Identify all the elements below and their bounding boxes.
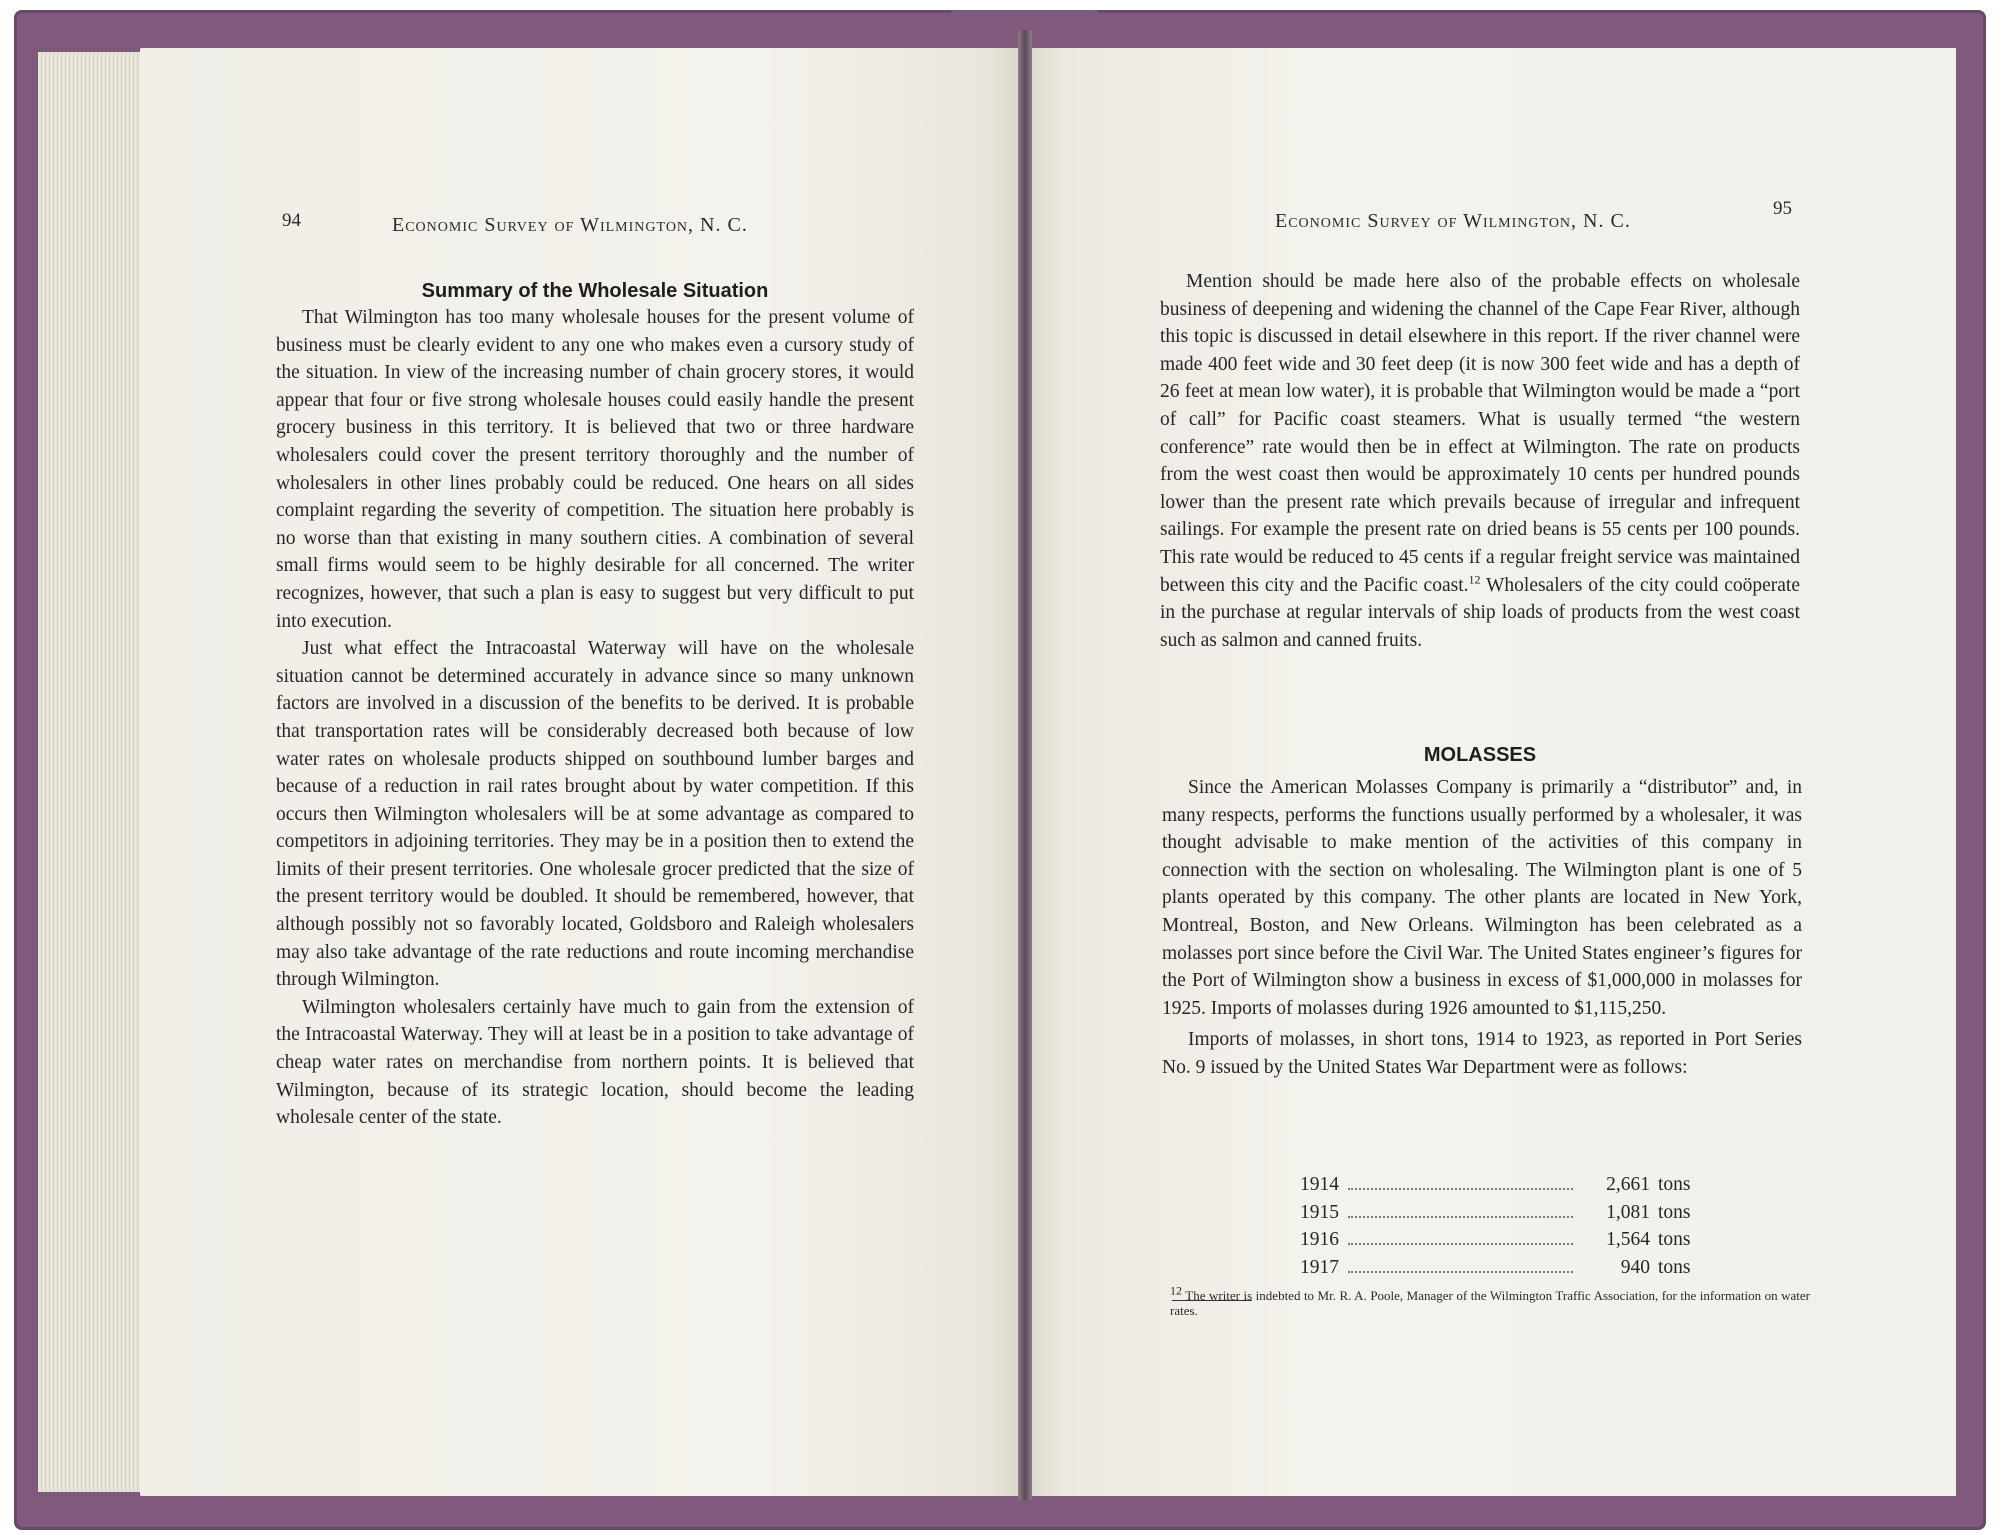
molasses-heading: MOLASSES <box>1423 744 1537 766</box>
table-unit: tons <box>1658 1229 1691 1251</box>
right-paragraph-3: Imports of molasses, in short tons, 1914 to 1923, as reported in Port Series No. 9 issued by the United States War Department were as follows: <box>1162 1029 1802 1078</box>
table-value: 2,661 <box>1606 1174 1650 1195</box>
right-running-head: Economic Survey of Wilmington, N. C. <box>1275 210 1631 232</box>
table-row <box>1300 1202 1718 1230</box>
footnote-number: 12 <box>1170 1283 1182 1298</box>
footnote-text: The writer is indebted to Mr. R. A. Poole, Manager of the Wilmington Traffic Association, for the information on water rates. <box>1170 1288 1810 1318</box>
right-paragraph-2: Since the American Molasses Company is primarily a “distributor” and, in many respects, performs the functions usually performed by a wholesaler, it was thought advisable to make mention of the activities of this company in connection with the section on wholesaling. The Wilmington plant is one of 5 plants operated by this company. The other plants are located in New York, Montreal, Boston, and New Orleans. Wilmington has been celebrated as a molasses port since before the Civil War. The United States engineer’s figures for the Port of Wilmington show a business in excess of $1,000,000 in molasses for 1925. Imports of molasses during 1926 amounted to $1,115,250. <box>1162 777 1802 1019</box>
leader-dots <box>1348 1243 1573 1245</box>
right-paragraph-1-part-b: Wholesalers of the city could coöperate in the purchase at regular intervals of ship loads of products from the west coast such as salmon and canned fruits. <box>1160 574 1800 651</box>
leader-dots <box>1348 1271 1573 1273</box>
right-paragraph-1-part-a: Mention should be made here also of the probable effects on wholesale business of deepening and widening the channel of the Cape Fear River, although this topic is discussed in detail elsewhere in this report. If the river channel were made 400 feet wide and 30 feet deep (it is now 300 feet wide and has a depth of 26 feet at mean low water), it is probable that Wilmington would be made a “port of call” for Pacific coast steamers. What is usually termed “the western conference” rate would then be in effect at Wilmington. The rate on products from the west coast then would be approximately 10 cents per hundred pounds lower than the present rate which prevails because of irregular and infrequent sailings. For example the present rate on dried beans is 55 cents per 100 pounds. This rate would be reduced to 45 cents if a regular freight service was maintained between this city and the Pacific coast. <box>1160 271 1800 596</box>
leader-dots <box>1348 1188 1573 1190</box>
table-value: 1,081 <box>1606 1201 1650 1223</box>
table-unit: tons <box>1658 1174 1691 1195</box>
right-paragraph-1 <box>1160 268 1800 654</box>
molasses-imports-table <box>1300 1174 1718 1284</box>
footnote <box>1170 1283 1810 1318</box>
right-folio: 95 <box>1773 198 1792 219</box>
table-value: 1,564 <box>1606 1229 1650 1251</box>
table-row <box>1300 1257 1718 1285</box>
table-year: 1917 <box>1300 1256 1339 1278</box>
table-row <box>1300 1174 1718 1202</box>
left-folio: 94 <box>282 210 301 231</box>
table-row <box>1300 1229 1718 1257</box>
book-gutter <box>1018 30 1032 1500</box>
right-body-top <box>1160 268 1800 654</box>
table-unit: tons <box>1658 1256 1691 1278</box>
left-running-head: Economic Survey of Wilmington, N. C. <box>392 214 748 236</box>
table-year: 1914 <box>1300 1174 1339 1195</box>
right-body-bottom <box>1162 774 1802 1082</box>
left-section-heading: Summary of the Wholesale Situation <box>421 280 769 302</box>
table-value: 940 <box>1620 1256 1650 1278</box>
leader-dots <box>1348 1216 1573 1218</box>
table-unit: tons <box>1658 1201 1691 1223</box>
left-paragraph-3: Wilmington wholesalers certainly have much to gain from the extension of the Intracoastal Waterway. They will at least be in a position to take advantage of cheap water rates on merchandise from northern points. It is believed that Wilmington, because of its strategic location, should become the leading wholesale center of the state. <box>276 996 914 1129</box>
table-year: 1916 <box>1300 1229 1339 1251</box>
left-body <box>276 304 914 1132</box>
left-paragraph-1: That Wilmington has too many wholesale houses for the present volume of business must be clearly evident to any one who makes even a cursory study of the situation. In view of the increasing number of chain grocery stores, it would appear that four or five strong wholesale houses could easily handle the present grocery business in this territory. It is believed that two or three hardware wholesalers could cover the present territory thoroughly and the number of wholesalers in other lines probably could be reduced. One hears on all sides complaint regarding the severity of competition. The situation here probably is no worse than that existing in many southern cities. A combination of several small firms would seem to be highly desirable for all concerned. The writer recognizes, however, that such a plan is easy to suggest but very difficult to put into execution. <box>276 307 914 632</box>
left-paragraph-2: Just what effect the Intracoastal Waterway will have on the wholesale situation cannot be determined accurately in advance since so many unknown factors are involved in a discussion of the benefits to be derived. It is probable that transportation rates will be considerably decreased both because of low water rates on wholesale products shipped on southbound lumber barges and because of a reduction in rail rates brought about by water competition. If this occurs then Wilmington wholesalers will be at some advantage as compared to competitors in adjoining territories. They may be in a position then to extend the limits of their present territories. One wholesale grocer predicted that the size of the present territory would be doubled. It should be remembered, however, that although possibly not so favorably located, Goldsboro and Raleigh wholesalers may also take advantage of the rate reductions and route incoming merchandise through Wilmington. <box>276 638 914 991</box>
footnote-reference: 12 <box>1468 572 1481 587</box>
table-year: 1915 <box>1300 1201 1339 1223</box>
